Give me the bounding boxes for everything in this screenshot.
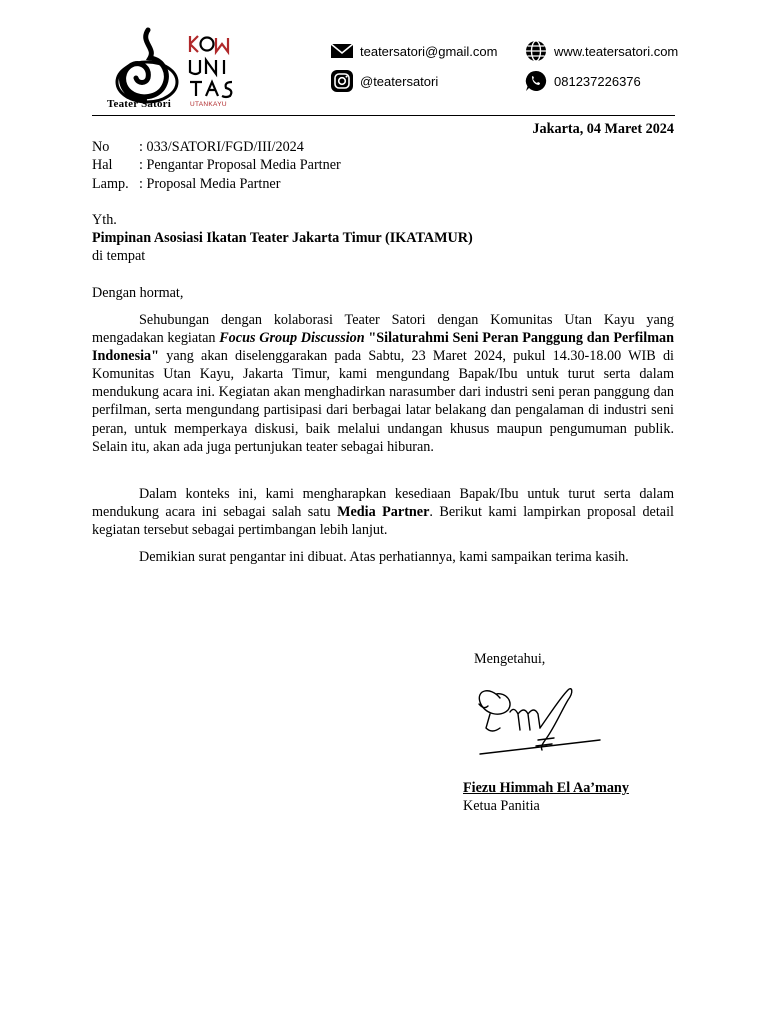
meta-key: Hal [92,157,113,174]
letter-date: Jakarta, 04 Maret 2024 [532,121,674,137]
contact-instagram[interactable] [330,70,438,92]
whatsapp-icon [524,70,548,92]
header-divider [92,115,675,116]
meta-value: : Proposal Media Partner [139,175,281,192]
teater-satori-caption: Teater Satori [107,98,172,110]
para1-text: Sehubungan dengan kolaborasi Teater Satori dengan Komunitas Utan Kayu yang mengadakan kegiatan [92,312,674,347]
meta-row-number [92,138,341,156]
letter-meta [92,138,341,193]
signer-name: Fiezu Himmah El Aa’many [463,780,629,796]
para2-text-rest: . Berikut kami lampirkan proposal detail kegiatan tersebut sebagai pertimbangan lebih lanjut. [92,504,674,539]
para1-text-rest: yang akan diselenggarakan pada Sabtu, 23 Maret 2024, pukul 14.30-18.00 WIB di Komunitas Utan Kayu, Jakarta Timur, kami mengundang Bapak/Ibu untuk turut serta dalam mendukung acara ini. Kegiatan akan menghadirkan narasumber dari industri seni peran panggung dan perfilman, serta mengundang partisipasi dari berbagai latar belakang dan pengalaman di industri seni peran, untuk memperkaya diskusi, baik melalui undangan khusus maupun pengumuman publik. Selain itu, akan ada juga pertunjukan teater sebagai hiburan. [92,348,674,455]
para1-fgd-emphasis: Focus Group Discussion [219,330,365,347]
signer-title: Ketua Panitia [463,798,540,814]
meta-key: No [92,139,110,155]
recipient-place: di tempat [92,248,146,264]
handwritten-signature [470,684,605,764]
contact-website-text: www.teatersatori.com [554,43,679,59]
email-icon [330,40,354,62]
recipient-name: Pimpinan Asosiasi Ikatan Teater Jakarta Timur (IKATAMUR) [92,230,473,246]
komunitas-utan-kayu-logo [188,34,238,104]
para2-text: Dalam konteks ini, kami mengharapkan kesediaan Bapak/Ibu untuk turut serta dalam mendukung acara ini sebagai salah satu [92,486,674,521]
para1-event-title: "Silaturahmi Seni Peran Panggung dan Perfilman Indonesia" [92,330,674,365]
contact-website[interactable] [524,40,678,62]
meta-key: Lamp. [92,175,129,192]
contact-email-text: teatersatori@gmail.com [360,43,498,59]
body-paragraph-3 [92,548,674,566]
contact-instagram-text: @teatersatori [360,73,439,89]
para2-media-partner: Media Partner [337,504,430,521]
utan-kayu-caption: UTANKAYU [190,101,227,108]
globe-icon [524,40,548,62]
meta-value: : Pengantar Proposal Media Partner [139,157,341,174]
meta-row-attachment [92,175,341,193]
acknowledgement: Mengetahui, [474,651,546,667]
body-paragraph-1 [92,311,674,456]
body-paragraph-2 [92,485,674,539]
instagram-icon [330,70,354,92]
contact-phone-text: 081237226376 [554,73,641,89]
meta-row-subject [92,156,341,174]
salutation-yth: Yth. [92,212,117,228]
contact-phone[interactable] [524,70,641,92]
greeting: Dengan hormat, [92,285,184,301]
para3-text: Demikian surat pengantar ini dibuat. Atas perhatiannya, kami sampaikan terima kasih. [139,549,629,565]
contact-email[interactable] [330,40,497,62]
meta-value: : 033/SATORI/FGD/III/2024 [139,139,304,155]
